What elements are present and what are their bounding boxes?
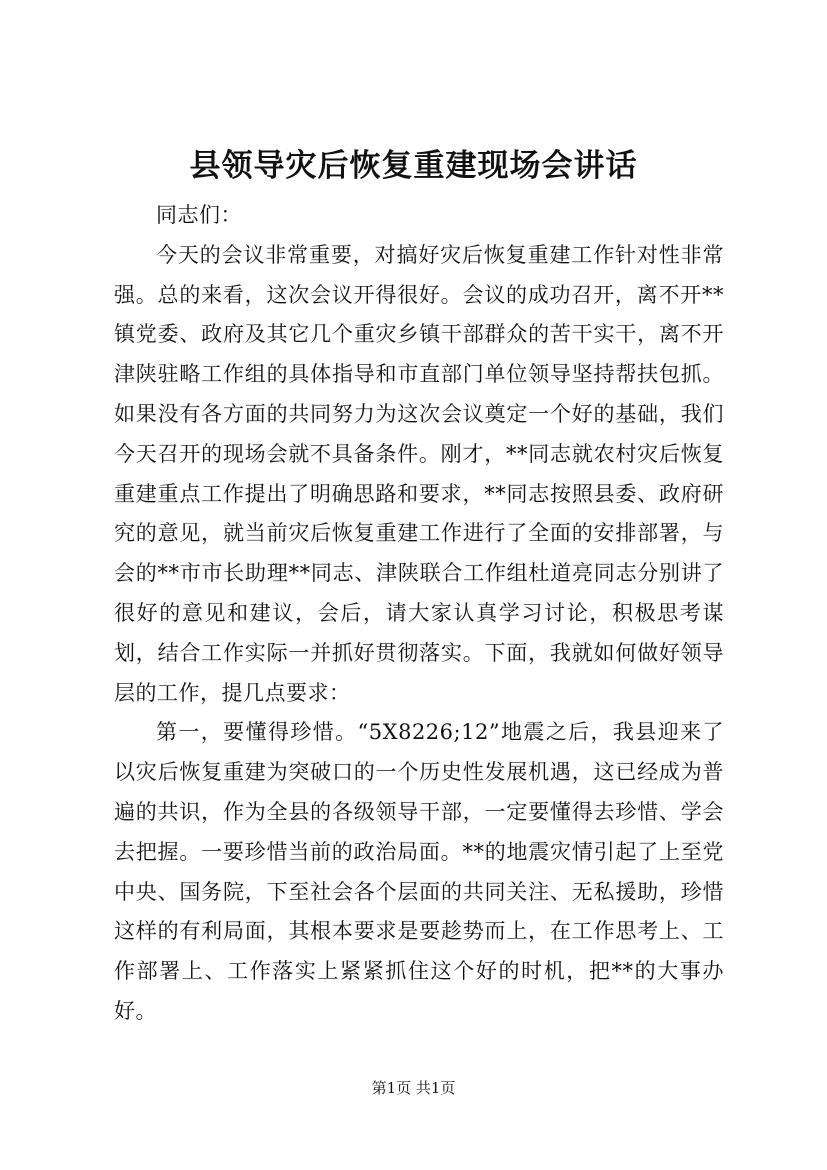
document-title: 县领导灾后恢复重建现场会讲话: [189, 148, 638, 184]
greeting-line: 同志们：: [156, 203, 242, 227]
paragraph-1: 今天的会议非常重要，对搞好灾后恢复重建工作针对性非常强。总的来看，这次会议开得很好。会议的成功召开，离不开**镇党委、政府及其它几个重灾乡镇干部群众的苦干实干，离不开津陕驻略工作组的具体指导和市直部门单位领导坚持帮扶包抓。如果没有各方面的共同努力为这次会议奠定一个好的基础，我们今天召开的现场会就不具备条件。刚才，**同志就农村灾后恢复重建重点工作提出了明确思路和要求，**同志按照县委、政府研究的意见，就当前灾后恢复重建工作进行了全面的安排部署，与会的**市市长助理**同志、津陕联合工作组杜道亮同志分别讲了很好的意见和建议，会后，请大家认真学习讨论，积极思考谋划，结合工作实际一并抓好贯彻落实。下面，我就如何做好领导层的工作，提几点要求：: [114, 242, 724, 705]
paragraph-2: 第一，要懂得珍惜。“5X8226;12”地震之后，我县迎来了以灾后恢复重建为突破口的一个历史性发展机遇，这已经成为普遍的共识，作为全县的各级领导干部，一定要懂得去珍惜、学会去把握。一要珍惜当前的政治局面。**的地震灾情引起了上至党中央、国务院，下至社会各个层面的共同关注、无私援助，珍惜这样的有利局面，其根本要求是要趁势而上，在工作思考上、工作部署上、工作落实上紧紧抓住这个好的时机，把**的大事办好。: [114, 720, 724, 1023]
page-footer: 第1页 共1页: [371, 1079, 456, 1097]
document-body: [114, 196, 724, 1032]
